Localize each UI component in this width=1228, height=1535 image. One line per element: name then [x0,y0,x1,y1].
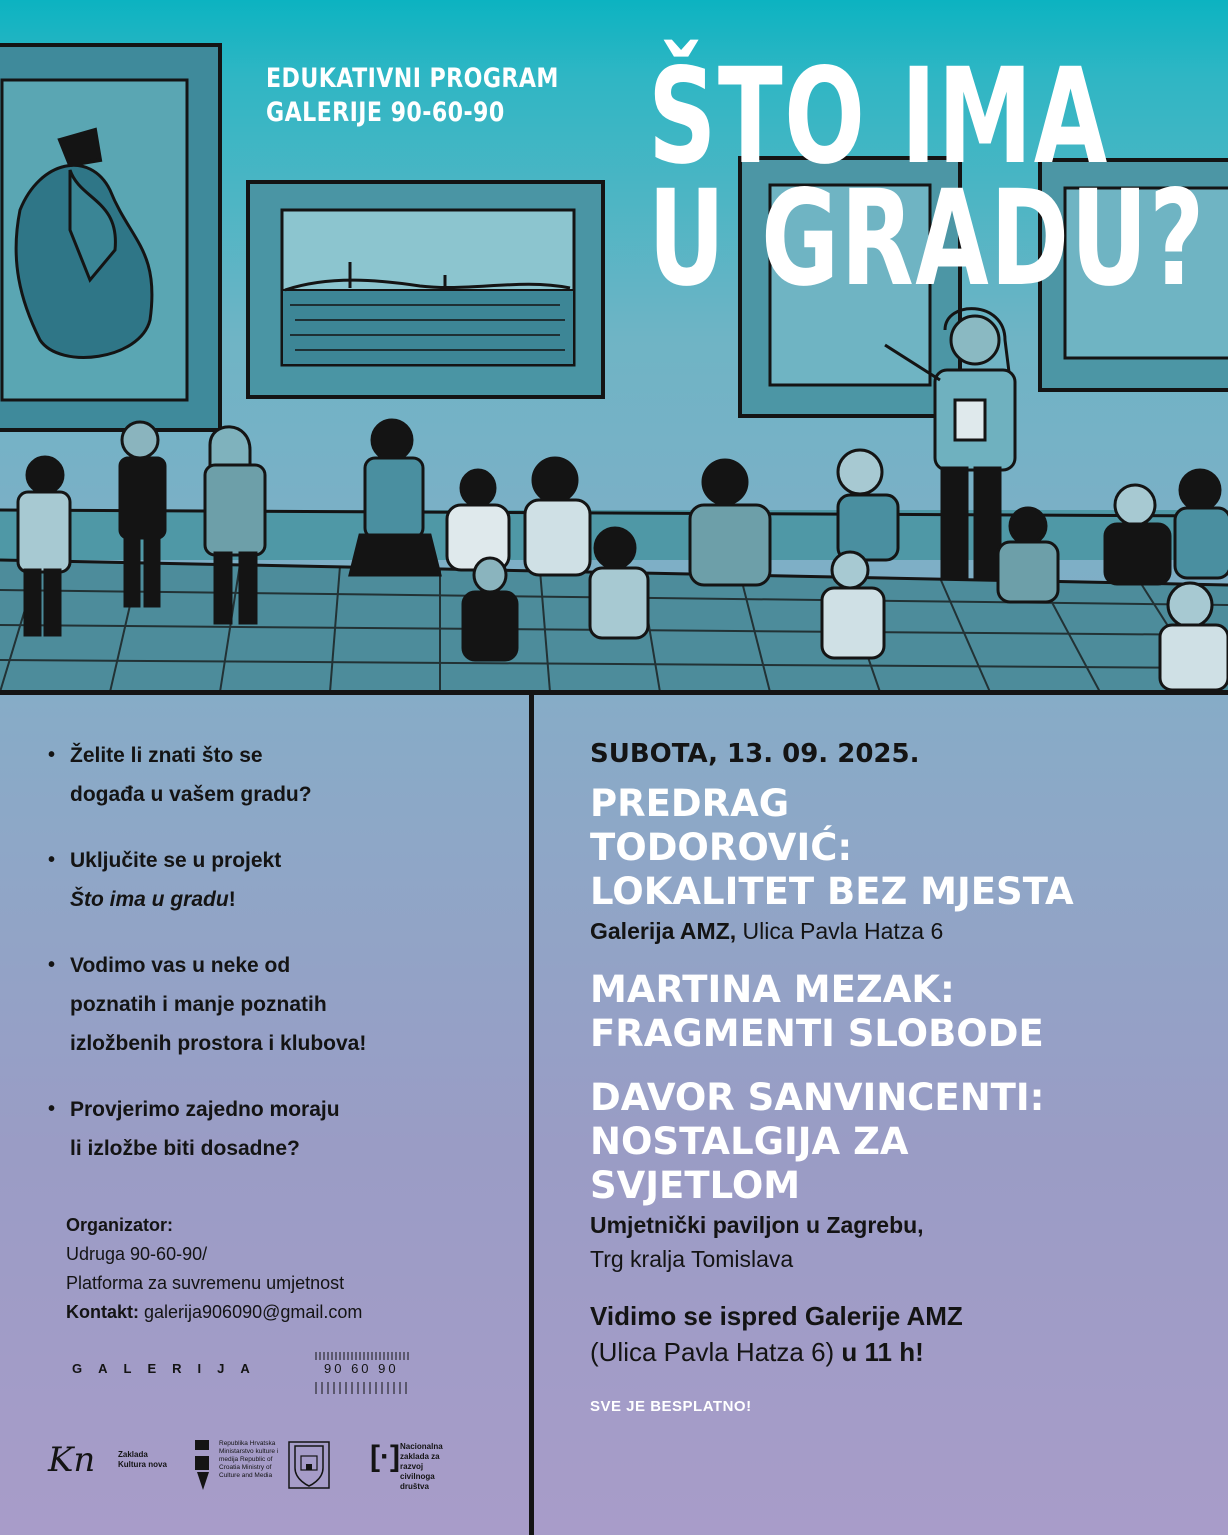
painting-landscape [248,182,603,397]
program-line-2: GALERIJE 90-60-90 [266,97,505,128]
title-line-2: U GRADU? [648,162,1206,316]
bullet-item: • Vodimo vas u neke od poznatih i manje poznatih izložbenih prostora i klubova! [48,946,518,1063]
kultura-nova-logo: Kn Zaklada Kultura nova [48,1440,167,1480]
zagreb-coat-of-arms-icon [285,1438,333,1492]
nacionalna-zaklada-logo: [·] Nacionalna zaklada za razvoj civilnoga društva [370,1440,443,1491]
venue-1: Galerija AMZ, Ulica Pavla Hatza 6 [590,918,944,944]
bracket-icon: [·] [370,1440,400,1473]
exhibition-1-title: PREDRAG TODOROVIĆ: LOKALITET BEZ MJESTA [590,782,1074,913]
ministry-of-culture-logo: Republika Hrvatska Ministarstvo kulture i medija Republic of Croatia Ministry of Culture and Media [193,1440,273,1496]
organizer-name: Udruga 90-60-90/ [66,1244,208,1264]
program-label [266,62,559,130]
bullet-item: • Želite li znati što se događa u vašem gradu? [48,736,518,814]
exhibition-3-title: DAVOR SANVINCENTI: NOSTALGIJA ZA SVJETLOM [590,1076,1045,1207]
painting-horseman [0,45,220,430]
title-line-1: ŠTO IMA [648,40,1109,194]
bullet-item: • Provjerimo zajedno moraju li izložbe biti dosadne? [48,1090,518,1168]
ministry-emblem-icon [193,1440,215,1494]
vertical-divider [529,695,534,1535]
contact-label: Kontakt: [66,1302,139,1322]
free-entry-note: SVE JE BESPLATNO! [590,1398,752,1415]
exhibition-2-title: MARTINA MEZAK: FRAGMENTI SLOBODE [590,968,1044,1055]
page-title [648,40,1206,316]
sponsor-logos [48,1438,518,1498]
event-details [590,734,1210,1415]
event-date: SUBOTA, 13. 09. 2025. [590,739,920,769]
organizer-info [66,1211,362,1327]
contact-email: galerija906090@gmail.com [139,1302,363,1322]
horizontal-divider [0,690,1228,695]
galerija-906090-logo: GALERIJA 90 60 90 [72,1348,417,1398]
meeting-point: Vidimo se ispred Galerije AMZ (Ulica Pavla Hatza 6) u 11 h! [590,1301,963,1367]
organizer-label: Organizator: [66,1215,174,1235]
organizer-platform: Platforma za suvremenu umjetnost [66,1273,345,1293]
bullet-list [48,736,518,1195]
bullet-item: • Uključite se u projekt Što ima u gradu! [48,841,518,919]
program-line-1: EDUKATIVNI PROGRAM [266,63,559,94]
venue-2: Umjetnički paviljon u Zagrebu, Trg kralja Tomislava [590,1212,924,1272]
